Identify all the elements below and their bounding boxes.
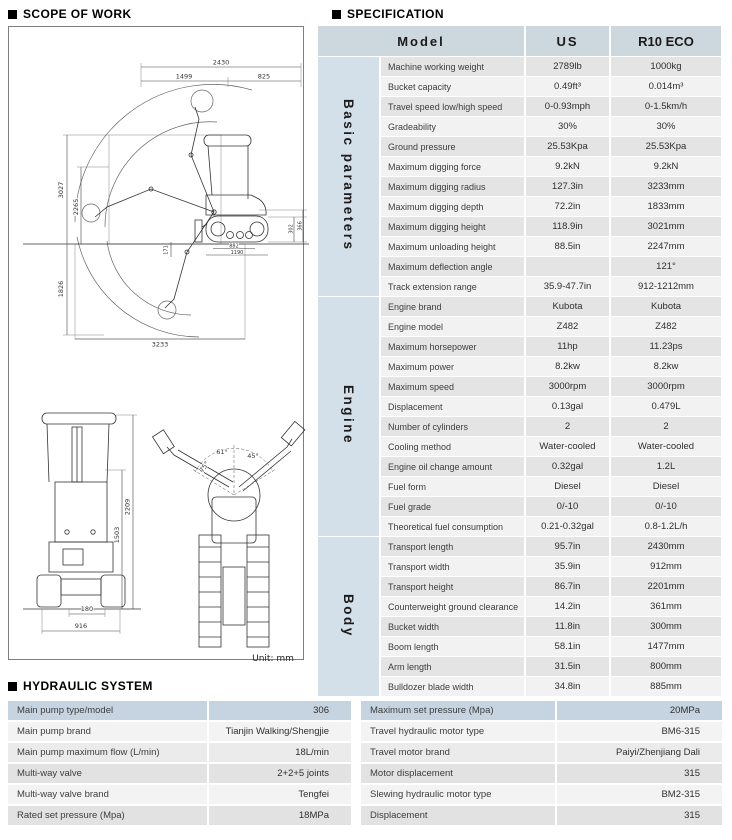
hydraulic-row — [361, 721, 723, 742]
spec-param-label: Maximum speed — [380, 377, 525, 397]
hydraulic-param-value: 306 — [208, 701, 352, 721]
spec-metric-value: 2430mm — [610, 537, 722, 557]
spec-us-value: 0/-10 — [525, 497, 610, 517]
spec-param-label: Engine oil change amount — [380, 457, 525, 477]
spec-param-label: Maximum deflection angle — [380, 257, 525, 277]
hydraulic-param-label: Maximum set pressure (Mpa) — [361, 701, 556, 721]
metric-column-header: R10 ECO — [610, 26, 722, 57]
spec-param-label: Theoretical fuel consumption — [380, 517, 525, 537]
spec-metric-value: 0.014m³ — [610, 77, 722, 97]
spec-us-value: Kubota — [525, 297, 610, 317]
spec-metric-value: 2247mm — [610, 237, 722, 257]
square-bullet-icon — [8, 10, 17, 19]
hydraulic-row — [8, 763, 352, 784]
spec-row — [318, 537, 722, 557]
spec-param-label: Track extension range — [380, 277, 525, 297]
spec-param-label: Engine model — [380, 317, 525, 337]
spec-param-label: Maximum digging depth — [380, 197, 525, 217]
spec-param-label: Transport length — [380, 537, 525, 557]
hydraulic-param-label: Travel motor brand — [361, 742, 556, 763]
spec-us-value: 72.2in — [525, 197, 610, 217]
hydraulic-row — [8, 701, 352, 721]
spec-param-label: Maximum unloading height — [380, 237, 525, 257]
spec-param-label: Boom length — [380, 637, 525, 657]
spec-param-label: Gradeability — [380, 117, 525, 137]
spec-metric-value: 3021mm — [610, 217, 722, 237]
dim-label: 1190 — [230, 250, 244, 256]
side-view-dimensions — [57, 59, 307, 349]
scope-of-work-title: SCOPE OF WORK — [23, 7, 132, 21]
spec-us-value: 31.5in — [525, 657, 610, 677]
spec-us-value: 118.9in — [525, 217, 610, 237]
spec-param-label: Number of cylinders — [380, 417, 525, 437]
dim-label: 1826 — [57, 280, 65, 298]
spec-metric-value: 912-1212mm — [610, 277, 722, 297]
spec-metric-value: 121° — [610, 257, 722, 277]
section-label-engine: Engine — [318, 297, 380, 537]
hydraulic-param-label: Rated set pressure (Mpa) — [8, 805, 208, 826]
spec-metric-value: 8.2kw — [610, 357, 722, 377]
dim-label: 366 — [297, 221, 304, 231]
section-label-basic-parameters: Basic parameters — [318, 57, 380, 297]
spec-param-label: Bucket capacity — [380, 77, 525, 97]
spec-us-value: 14.2in — [525, 597, 610, 617]
hydraulic-param-value: Tengfei — [208, 784, 352, 805]
spec-metric-value: 1477mm — [610, 637, 722, 657]
spec-us-value: 3000rpm — [525, 377, 610, 397]
dim-label: 302 — [288, 224, 295, 234]
hydraulic-row — [8, 805, 352, 826]
dim-label: 1499 — [175, 72, 193, 81]
dim-label: 916 — [74, 622, 88, 630]
spec-param-label: Engine brand — [380, 297, 525, 317]
spec-param-label: Maximum power — [380, 357, 525, 377]
hydraulic-param-value: BM2-315 — [556, 784, 723, 805]
hydraulic-param-value: BM6-315 — [556, 721, 723, 742]
spec-us-value: 127.3in — [525, 177, 610, 197]
spec-metric-value: 912mm — [610, 557, 722, 577]
dim-label: 882 — [229, 243, 239, 250]
hydraulic-param-label: Multi-way valve — [8, 763, 208, 784]
hydraulic-param-label: Motor displacement — [361, 763, 556, 784]
spec-us-value: Water-cooled — [525, 437, 610, 457]
hydraulic-param-label: Displacement — [361, 805, 556, 826]
spec-us-value: 25.53Kpa — [525, 137, 610, 157]
hydraulic-row — [8, 784, 352, 805]
dim-label: 3027 — [57, 181, 65, 199]
spec-metric-value: 1.2L — [610, 457, 722, 477]
hydraulic-param-value: 315 — [556, 805, 723, 826]
spec-metric-value: 361mm — [610, 597, 722, 617]
dim-label: 1503 — [113, 526, 121, 544]
spec-us-value: 8.2kw — [525, 357, 610, 377]
hydraulic-param-value: Tianjin Walking/Shengjie — [208, 721, 352, 742]
spec-us-value: 0.49ft³ — [525, 77, 610, 97]
spec-us-value: 2 — [525, 417, 610, 437]
dim-label: 825 — [257, 72, 271, 81]
spec-row — [318, 57, 722, 77]
square-bullet-icon — [8, 682, 17, 691]
hydraulic-param-value: 315 — [556, 763, 723, 784]
spec-param-label: Displacement — [380, 397, 525, 417]
spec-us-value: 58.1in — [525, 637, 610, 657]
spec-metric-value: 0/-10 — [610, 497, 722, 517]
scope-of-work-header — [8, 7, 132, 21]
spec-us-value: 11.8in — [525, 617, 610, 637]
dim-label: 171 — [163, 245, 170, 255]
spec-us-value — [525, 257, 610, 277]
hydraulic-row — [361, 784, 723, 805]
spec-param-label: Travel speed low/high speed — [380, 97, 525, 117]
spec-row — [318, 297, 722, 317]
excavator-technical-drawing — [9, 27, 304, 664]
spec-us-value: 0.21-0.32gal — [525, 517, 610, 537]
hydraulic-param-label: Main pump type/model — [8, 701, 208, 721]
hydraulic-table-right — [361, 701, 724, 827]
spec-us-value: 0.13gal — [525, 397, 610, 417]
dim-label: 3233 — [151, 340, 169, 349]
spec-metric-value: Kubota — [610, 297, 722, 317]
spec-param-label: Maximum digging radius — [380, 177, 525, 197]
hydraulic-param-value: Paiyi/Zhenjiang Dali — [556, 742, 723, 763]
spec-us-value: 35.9-47.7in — [525, 277, 610, 297]
spec-param-label: Fuel grade — [380, 497, 525, 517]
top-view-drawing — [153, 421, 305, 647]
hydraulic-row — [361, 805, 723, 826]
model-column-header: Model — [318, 26, 525, 57]
spec-us-value: 0.32gal — [525, 457, 610, 477]
hydraulic-param-value: 20MPa — [556, 701, 723, 721]
spec-param-label: Counterweight ground clearance — [380, 597, 525, 617]
spec-param-label: Bulldozer blade width — [380, 677, 525, 697]
spec-metric-value: 3000rpm — [610, 377, 722, 397]
spec-us-value: 2789lb — [525, 57, 610, 77]
spec-param-label: Maximum horsepower — [380, 337, 525, 357]
specification-title: SPECIFICATION — [347, 7, 444, 21]
spec-us-value: 30% — [525, 117, 610, 137]
hydraulic-param-label: Travel hydraulic motor type — [361, 721, 556, 742]
spec-metric-value: 885mm — [610, 677, 722, 697]
hydraulic-row — [8, 721, 352, 742]
specification-header — [332, 7, 444, 21]
spec-metric-value: Water-cooled — [610, 437, 722, 457]
hydraulic-param-label: Main pump brand — [8, 721, 208, 742]
spec-metric-value: Diesel — [610, 477, 722, 497]
spec-metric-value: 0-1.5km/h — [610, 97, 722, 117]
hydraulic-param-label: Slewing hydraulic motor type — [361, 784, 556, 805]
spec-us-value: Z482 — [525, 317, 610, 337]
spec-metric-value: 2201mm — [610, 577, 722, 597]
spec-param-label: Maximum digging force — [380, 157, 525, 177]
angle-label: 45° — [247, 452, 259, 460]
hydraulic-param-label: Multi-way valve brand — [8, 784, 208, 805]
spec-metric-value: 25.53Kpa — [610, 137, 722, 157]
hydraulic-table-left — [8, 701, 353, 827]
hydraulic-system-title: HYDRAULIC SYSTEM — [23, 679, 153, 693]
scope-of-work-diagram — [8, 26, 304, 664]
spec-us-value: 88.5in — [525, 237, 610, 257]
spec-metric-value: 800mm — [610, 657, 722, 677]
spec-param-label: Machine working weight — [380, 57, 525, 77]
spec-metric-value: 1833mm — [610, 197, 722, 217]
dim-label: 2430 — [212, 58, 230, 67]
hydraulic-param-label: Main pump maximum flow (L/min) — [8, 742, 208, 763]
spec-param-label: Transport width — [380, 557, 525, 577]
spec-metric-value: 1000kg — [610, 57, 722, 77]
spec-param-label: Arm length — [380, 657, 525, 677]
spec-param-label: Fuel form — [380, 477, 525, 497]
spec-us-value: 95.7in — [525, 537, 610, 557]
hydraulic-row — [8, 742, 352, 763]
spec-metric-value: 0.8-1.2L/h — [610, 517, 722, 537]
spec-param-label: Cooling method — [380, 437, 525, 457]
spec-param-label: Maximum digging height — [380, 217, 525, 237]
spec-metric-value: 30% — [610, 117, 722, 137]
spec-param-label: Ground pressure — [380, 137, 525, 157]
specification-table — [318, 26, 723, 697]
unit-label: Unit: mm — [252, 654, 294, 664]
spec-metric-value: 9.2kN — [610, 157, 722, 177]
hydraulic-row — [361, 742, 723, 763]
spec-metric-value: 3233mm — [610, 177, 722, 197]
spec-metric-value: 2 — [610, 417, 722, 437]
spec-us-value: 86.7in — [525, 577, 610, 597]
spec-metric-value: Z482 — [610, 317, 722, 337]
hydraulic-param-value: 18MPa — [208, 805, 352, 826]
spec-us-value: 9.2kN — [525, 157, 610, 177]
square-bullet-icon — [332, 10, 341, 19]
dim-label: 2265 — [72, 198, 80, 216]
hydraulic-row — [361, 701, 723, 721]
spec-metric-value: 0.479L — [610, 397, 722, 417]
angle-label: 61° — [216, 448, 228, 456]
section-label-body: Body — [318, 537, 380, 697]
front-view-dimensions — [42, 415, 137, 634]
spec-header-row — [318, 26, 722, 57]
spec-us-value: 35.9in — [525, 557, 610, 577]
side-view-drawing — [23, 84, 309, 339]
spec-metric-value: 300mm — [610, 617, 722, 637]
angle-label: 75° — [197, 459, 211, 474]
dim-label: 2209 — [123, 498, 132, 516]
hydraulic-system-header — [8, 679, 153, 693]
spec-param-label: Transport height — [380, 577, 525, 597]
us-column-header: US — [525, 26, 610, 57]
hydraulic-param-value: 18L/min — [208, 742, 352, 763]
spec-us-value: Diesel — [525, 477, 610, 497]
spec-us-value: 34.8in — [525, 677, 610, 697]
spec-us-value: 11hp — [525, 337, 610, 357]
spec-metric-value: 11.23ps — [610, 337, 722, 357]
spec-us-value: 0-0.93mph — [525, 97, 610, 117]
spec-param-label: Bucket width — [380, 617, 525, 637]
hydraulic-param-value: 2+2+5 joints — [208, 763, 352, 784]
dim-label: 180 — [80, 605, 94, 613]
hydraulic-row — [361, 763, 723, 784]
